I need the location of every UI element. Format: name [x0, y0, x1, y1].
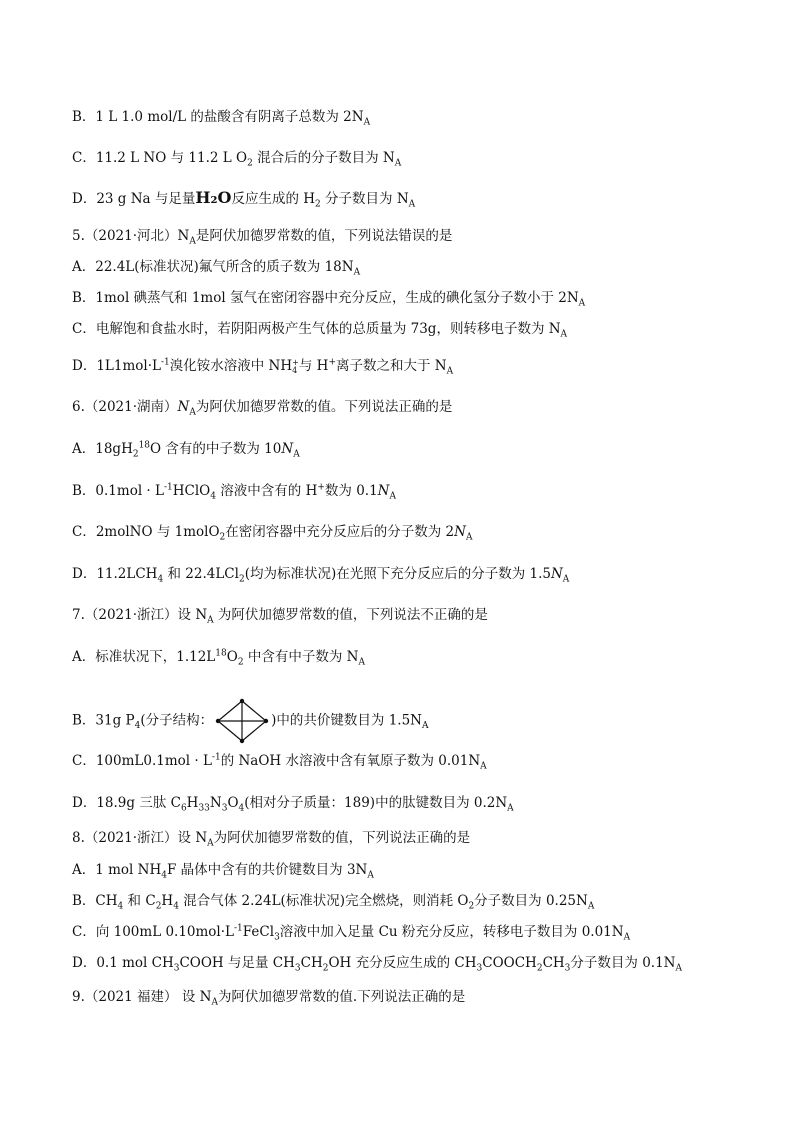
question-7: 7.（2021·浙江）设 $N_A$ 为阿伏加德罗常数的值，下列说法不正确的是	[72, 607, 488, 626]
question-5: 5.（2021·河北）$N_A$是阿伏加德罗常数的值，下列说法错误的是	[72, 228, 453, 247]
q5-option-c: C．电解饱和食盐水时，若阴阳两极产生气体的总质量为 73g，则转移电子数为 $N_A$	[72, 321, 568, 340]
line-2: C．11.2 L NO 与 11.2 L $O_2$ 混合后的分子数目为 $N_A$	[72, 150, 402, 169]
q7-option-c: C．$100mL0.1mol \cdot L^{-1}$的 NaOH 水溶液中含有氧原子数为 $0.01N_A$	[72, 752, 487, 772]
p4-molecule-diagram	[215, 698, 269, 744]
q5-option-d: D．$1L1mol\cdot L^{-1}$溴化铵水溶液中 NH+ 4 与 H+离子数之和大于 $N_A$	[72, 357, 454, 377]
q7-option-d: D．18.9g 三肽 $C_6H_{33}N_3O_4$(相对分子质量：189)中的肽键数目为 $0.2N_A$	[72, 795, 514, 814]
q6-option-c: C．2molNO 与 1molO$_2$在密闭容器中充分反应后的分子数为 $2N_A$	[72, 524, 473, 543]
q7-option-b: B．31g $P_4$(分子结构： )中的共价键数目为 $1.5N_A$	[72, 698, 428, 744]
q8-option-c: C．向 100mL $0.10mol\cdot L^{-1}FeCl_3$溶液中加入足量 Cu 粉充分反应，转移电子数目为 $0.01N_A$	[72, 923, 631, 943]
q6-option-a: A．$18gH_2^{18}O$ 含有的中子数为 $10N_A$	[72, 440, 300, 460]
q5-option-a: A．22.4L(标准状况)氟气所含的质子数为 $18N_A$	[72, 259, 361, 278]
q8-option-b: B．$CH_4$ 和 $C_2H_4$ 混合气体 2.24L(标准状况)完全燃烧，则消耗 $O_2$分子数目为 $0.25N_A$	[72, 893, 595, 912]
question-9: 9.（2021 福建） 设 $N_A$为阿伏加德罗常数的值.下列说法正确的是	[72, 989, 466, 1008]
h2o-formula: H₂O	[195, 188, 232, 207]
q8-option-d: D．0.1 mol $CH_3COOH$ 与足量 $CH_3CH_2OH$ 充分反应生成的 $CH_3COOCH_2CH_3$分子数目为 $0.1N_A$	[72, 955, 682, 974]
question-6: 6.（2021·湖南）$N_A$为阿伏加德罗常数的值。下列说法正确的是	[72, 399, 453, 418]
q7-option-a: A．标准状况下，$1.12L^{18}O_2$ 中含有中子数为 $N_A$	[72, 648, 365, 668]
line-3: D．23 g Na 与足量H₂O反应生成的 $H_2$ 分子数目为 $N_A$	[72, 188, 416, 210]
q5-option-b: B．1mol 碘蒸气和 1mol 氢气在密闭容器中充分反应，生成的碘化氢分子数小于 $2N_A$	[72, 290, 586, 309]
q6-option-b: B．$0.1mol \cdot L^{-1}HClO_4$ 溶液中含有的 H+数为 $0.1N_A$	[72, 482, 396, 502]
q8-option-a: A．1 mol $NH_4F$ 晶体中含有的共价键数目为 $3N_A$	[72, 862, 374, 881]
q6-option-d: D．$11.2LCH_4$ 和 22.4LCl$_2$(均为标准状况)在光照下充分反应后的分子数为 $1.5N_A$	[72, 566, 570, 585]
line-1: B．1 L 1.0 mol/L 的盐酸含有阴离子总数为 $2N_A$	[72, 109, 371, 128]
question-8: 8.（2021·浙江）设 $N_A$为阿伏加德罗常数的值，下列说法正确的是	[72, 830, 471, 849]
